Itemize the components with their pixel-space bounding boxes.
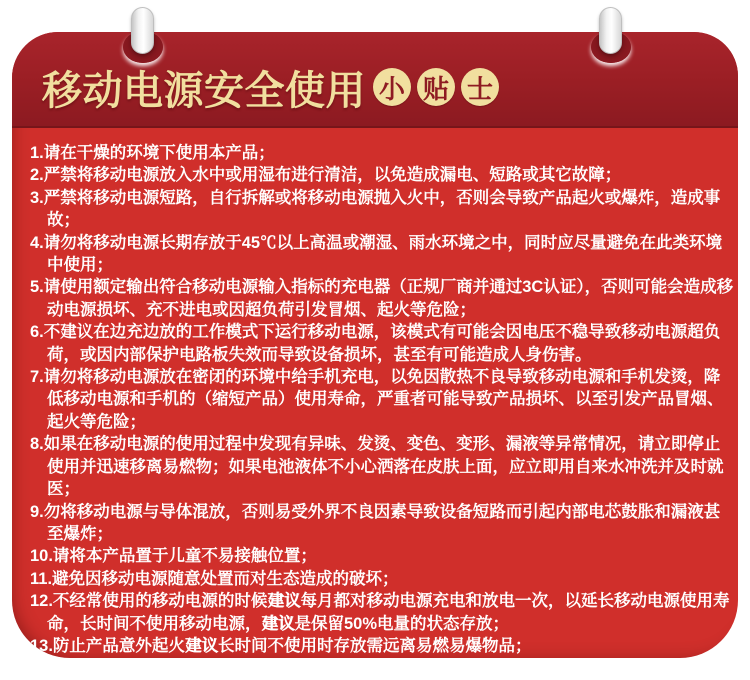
title-badge: 小 [373,68,411,106]
tip-text: 3.严禁将移动电源短路，自行拆解或将移动电源抛入火中，否则会导致产品起火或爆炸，造成事故； [30,188,721,230]
tip-emphasis-text: 建议 [261,614,295,633]
hanger-pin-left-icon [131,7,154,54]
tip-item [30,657,736,679]
tip-item [30,501,736,546]
tip-item [30,568,736,590]
title-badges [373,68,499,106]
tip-text: 13.防止产品意外起火 [30,636,185,655]
tip-item [30,187,736,232]
tip-item [30,164,736,186]
tip-item [30,321,736,366]
tip-text: 12.不经常使用的移动电源的时候 [30,592,268,611]
tip-item [30,276,736,321]
tip-text: 10.请将本产品置于儿童不易接触位置； [30,547,317,566]
tip-text: 7.请勿将移动电源放在密闭的环境中给手机充电，以免因散热不良导致移动电源和手机发烫，降低移动电源和手机的（缩短产品）使用寿命，严重者可能导致产品损坏、以至引发产品冒烟、起火等危险； [30,368,724,431]
title-badge: 贴 [417,68,455,106]
tip-text: 5.请使用额定输出符合移动电源输入指标的充电器（正规厂商并通过3C认证），否则可能会造成移动电源损坏、充不进电或因超负荷引发冒烟、起火等危险； [30,278,734,319]
tip-text: 1.请在干燥的环境下使用本产品； [30,144,275,162]
tip-item [30,635,736,657]
tip-text: 2.严禁将移动电源放入水中或用湿布进行清洁，以免造成漏电、短路或其它故障； [30,166,622,185]
tip-text: 4.请勿将移动电源长期存放于45℃以上高温或潮湿、雨水环境之中，同时应尽量避免在此类环境中使用； [30,233,723,275]
tip-item [30,366,736,433]
poster-title: 移动电源安全使用 [42,68,366,113]
tip-text: 14.严禁重物挤/压移动电源以免导致损坏或爆炸、漏液等其他危险； [30,659,520,678]
tip-item [30,142,736,164]
tip-text: 11.避免因移动电源随意处置而对生态造成的破坏； [30,569,399,588]
tip-text: 6.不建议在边充边放的工作模式下运行移动电源，该模式有可能会因电压不稳导致移动电源超负荷，或因内部保护电路板失效而导致设备损坏，甚至有可能造成人身伤害。 [30,323,721,364]
hanger-pin-right-icon [599,7,622,54]
tip-emphasis-text: 建议 [184,636,218,655]
tips-list [12,128,738,680]
tip-text: 8.如果在移动电源的使用过程中发现有异味、发烫、变色、变形、漏液等异常情况，请立即停止使用并迅速移离易燃物；如果电池液体不小心洒落在皮肤上面，应立即用自来水冲洗并及时就医； [30,435,724,499]
tip-item [30,232,736,277]
tip-item [30,545,736,567]
tip-text: 是保留50%电量的状态存放； [294,614,510,633]
tip-text: 每月都对移动电源充电和放电一次，以延长移动电源使用寿命，长时间不使用移动电源， [47,592,730,633]
tip-text: 长时间不使用时存放需远离易燃易爆物品； [217,636,532,655]
title-badge: 士 [461,68,499,106]
tip-emphasis-text: 建议 [267,592,301,611]
tip-text: 9.勿将移动电源与导体混放，否则易受外界不良因素导致设备短路而引起内部电芯鼓胀和漏液甚至爆炸； [30,502,721,543]
tip-item [30,590,736,635]
poster-card [12,32,738,678]
tip-item [30,433,736,500]
